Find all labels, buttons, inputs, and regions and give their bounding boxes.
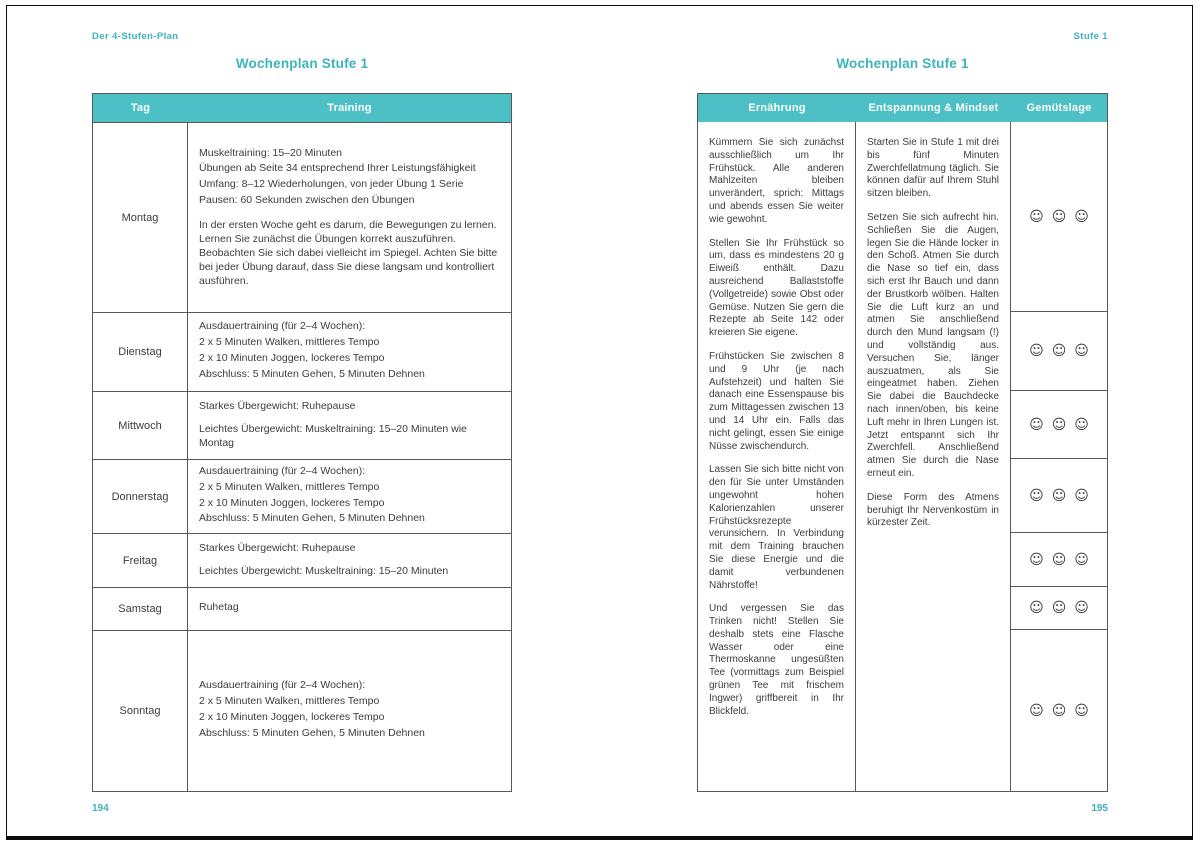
lifestyle-table-header xyxy=(698,94,1107,122)
training-line: Abschluss: 5 Minuten Gehen, 5 Minuten Dehnen xyxy=(199,367,425,380)
table-row-dienstag xyxy=(93,312,511,391)
training-note: In der ersten Woche geht es darum, die Bewegungen zu lernen. Lernen Sie zunächst die Übungen korrekt auszuführen. Beobachten Sie sich dabei vielleicht im Spiegel. Achten Sie bitte bei jeder Übung darauf, dass Sie diese langsam und kontrolliert ausführen. xyxy=(199,219,498,287)
training-line: Abschluss: 5 Minuten Gehen, 5 Minuten Dehnen xyxy=(199,726,425,739)
training-line: Abschluss: 5 Minuten Gehen, 5 Minuten Dehnen xyxy=(199,512,425,525)
smiley-face-icon: ☺ xyxy=(1029,600,1044,616)
mood-cell-dienstag xyxy=(1011,312,1107,391)
training-line: Ausdauertraining (für 2–4 Wochen): xyxy=(199,320,366,333)
training-line: Ausdauertraining (für 2–4 Wochen): xyxy=(199,679,366,692)
training-lines xyxy=(199,400,500,451)
smiley-face-icon: ☺ xyxy=(1029,702,1044,719)
training-lines xyxy=(199,601,500,617)
training-lines xyxy=(199,542,500,579)
training-line: 2 x 5 Minuten Walken, mittleres Tempo xyxy=(199,480,380,493)
smiley-face-icon: ☺ xyxy=(1051,600,1067,616)
day-label: Donnerstag xyxy=(93,460,188,533)
training-cell xyxy=(188,123,511,312)
column-header-gemuetslage: Gemütslage xyxy=(1026,102,1092,114)
column-header-tag: Tag xyxy=(130,102,151,114)
mindset-paragraph: Diese Form des Atmens beruhigt Ihr Nervenkostüm in kürzester Zeit. xyxy=(867,491,999,529)
smiley-face-icon: ☺ xyxy=(1051,208,1067,225)
column-header-ernaehrung: Ernährung xyxy=(748,102,806,114)
mindset-paragraph: Setzen Sie sich aufrecht hin. Schließen Sie die Augen, legen Sie die Hände locker in den Schoß. Atmen Sie durch die Nase so tief ein, dass sich erst Ihr Bauch und dann der Brustkorb wölben. Halten Sie die Luft kurz an und atmen Sie anschließend durch den Mund langsam (!) und vollständig aus. Versuchen Sie, länger auszuatmen, als Sie eingeatmet haben. Ziehen Sie dabei die Bauchdecke nach innen/oben, bis keine Luft mehr in Ihren Lungen ist. Jetzt entspannt sich Ihr Zwerchfell. Anschließend atmen Sie durch die Nase erneut ein. xyxy=(867,211,999,479)
nutrition-paragraph: Und vergessen Sie das Trinken nicht! Stellen Sie deshalb stets eine Flasche Wasser oder eine Thermoskanne ungesüßten Tee (vormittags zum Beispiel grünen Tee mit frischem Ingwer) griffbereit in Ihr Blickfeld. xyxy=(709,603,844,717)
nutrition-paragraph: Frühstücken Sie zwischen 8 und 9 Uhr (je nach Aufstehzeit) und halten Sie danach eine Essenspause bis zum Mittagessen zwischen 13 und 14 Uhr ein. Falls das nicht gelingt, essen Sie einige Nüsse zwischendurch. xyxy=(709,350,844,452)
smiley-face-icon: ☺ xyxy=(1074,702,1089,719)
column-header-entspannung-mindset: Entspannung & Mindset xyxy=(868,102,999,114)
smiley-face-icon: ☺ xyxy=(1029,208,1044,225)
training-line: Muskeltraining: 15–20 Minuten xyxy=(199,146,343,159)
mood-cell-mittwoch xyxy=(1011,391,1107,459)
mood-column xyxy=(1011,122,1107,791)
mood-cell-freitag xyxy=(1011,533,1107,587)
training-line: Übungen ab Seite 34 entsprechend Ihrer Leistungsfähigkeit xyxy=(199,162,476,175)
training-cell xyxy=(188,588,511,630)
training-line: Leichtes Übergewicht: Muskeltraining: 15–20 Minuten wie Montag xyxy=(199,423,467,449)
smiley-face-icon: ☺ xyxy=(1074,416,1089,433)
mindset-paragraph: Starten Sie in Stufe 1 mit drei bis fünf Minuten Zwerchfellatmung täglich. Sie können dafür auf Ihrem Stuhl sitzen bleiben. xyxy=(867,137,999,200)
nutrition-paragraph: Stellen Sie Ihr Frühstück so um, dass es mindestens 20 g Eiweiß enthält. Dazu ausreichend Ballaststoffe (Vollgetreide) sowie Obst oder Gemüse. Nutzen Sie gern die Rezepte ab Seite 142 oder kreieren Sie eigene. xyxy=(709,237,844,339)
mood-cell-montag xyxy=(1011,122,1107,312)
training-line: 2 x 10 Minuten Joggen, lockeres Tempo xyxy=(199,352,385,364)
smiley-face-icon: ☺ xyxy=(1029,487,1044,504)
smiley-face-icon: ☺ xyxy=(1074,551,1089,568)
mood-cell-sonntag xyxy=(1011,630,1107,791)
smiley-face-icon: ☺ xyxy=(1051,416,1067,433)
training-lines xyxy=(199,147,500,210)
training-cell xyxy=(188,534,511,587)
smiley-face-icon: ☺ xyxy=(1074,487,1089,504)
day-label: Dienstag xyxy=(93,313,188,391)
training-line: 2 x 10 Minuten Joggen, lockeres Tempo xyxy=(199,711,385,723)
day-label: Mittwoch xyxy=(93,392,188,459)
day-label: Montag xyxy=(93,123,188,312)
training-cell xyxy=(188,631,511,791)
mood-cell-donnerstag xyxy=(1011,459,1107,533)
training-lines xyxy=(199,465,500,528)
smiley-face-icon: ☺ xyxy=(1051,487,1067,504)
training-line: Ruhetag xyxy=(199,601,239,614)
smiley-face-icon: ☺ xyxy=(1074,343,1089,359)
training-lines xyxy=(199,320,500,383)
training-cell xyxy=(188,392,511,459)
table-row-freitag xyxy=(93,533,511,587)
day-label: Samstag xyxy=(93,588,188,630)
day-label: Freitag xyxy=(93,534,188,587)
table-row-montag xyxy=(93,122,511,312)
smiley-face-icon: ☺ xyxy=(1051,343,1067,359)
training-line: 2 x 5 Minuten Walken, mittleres Tempo xyxy=(199,336,380,349)
page-title-right: Wochenplan Stufe 1 xyxy=(836,56,969,71)
table-row-donnerstag xyxy=(93,459,511,533)
nutrition-paragraph: Kümmern Sie sich zunächst ausschließlich um Ihr Frühstück. Alle anderen Mahlzeiten bleiben unverändert, sprich: Mittags und abends essen Sie weiter wie gewohnt. xyxy=(709,137,844,225)
training-line: Umfang: 8–12 Wiederholungen, von jeder Übung 1 Serie xyxy=(199,178,464,191)
smiley-face-icon: ☺ xyxy=(1029,343,1044,359)
training-line: 2 x 5 Minuten Walken, mittleres Tempo xyxy=(199,695,380,708)
training-line: Leichtes Übergewicht: Muskeltraining: 15–20 Minuten xyxy=(199,565,449,577)
training-table xyxy=(92,93,512,792)
nutrition-column xyxy=(698,122,856,791)
smiley-face-icon: ☺ xyxy=(1051,551,1067,568)
lifestyle-table xyxy=(697,93,1108,792)
training-cell xyxy=(188,313,511,391)
page-title-left: Wochenplan Stufe 1 xyxy=(235,56,369,71)
training-line: Pausen: 60 Sekunden zwischen den Übungen xyxy=(199,194,415,207)
smiley-face-icon: ☺ xyxy=(1074,600,1089,616)
training-cell xyxy=(188,460,511,533)
smiley-face-icon: ☺ xyxy=(1029,416,1044,433)
nutrition-paragraph: Lassen Sie sich bitte nicht von den für Sie unter Umständen ungewohnt hohen Kalorienzahlen unserer Frühstücksrezepte verunsichern. In Verbindung mit dem Training brauchen Sie diese Energie und die damit verbundenen Nährstoffe! xyxy=(709,464,844,591)
training-line: Starkes Übergewicht: Ruhepause xyxy=(199,400,356,413)
column-header-training: Training xyxy=(327,102,372,114)
running-header-left: Der 4-Stufen-Plan xyxy=(92,31,179,42)
training-lines xyxy=(199,679,500,742)
day-label: Sonntag xyxy=(93,631,188,791)
training-line: Ausdauertraining (für 2–4 Wochen): xyxy=(199,464,366,477)
lifestyle-table-body xyxy=(698,122,1107,791)
mindset-column xyxy=(856,122,1011,791)
page-number-right: 195 xyxy=(1091,803,1108,814)
mood-cell-samstag xyxy=(1011,587,1107,630)
smiley-face-icon: ☺ xyxy=(1051,702,1067,719)
running-header-right: Stufe 1 xyxy=(1073,31,1108,42)
training-line: 2 x 10 Minuten Joggen, lockeres Tempo xyxy=(199,496,385,509)
page-number-left: 194 xyxy=(92,803,109,814)
training-table-header xyxy=(93,94,511,122)
smiley-face-icon: ☺ xyxy=(1074,208,1089,225)
table-row-sonntag xyxy=(93,630,511,791)
smiley-face-icon: ☺ xyxy=(1029,551,1044,568)
training-line: Starkes Übergewicht: Ruhepause xyxy=(199,542,356,555)
table-row-samstag xyxy=(93,587,511,630)
table-row-mittwoch xyxy=(93,391,511,459)
